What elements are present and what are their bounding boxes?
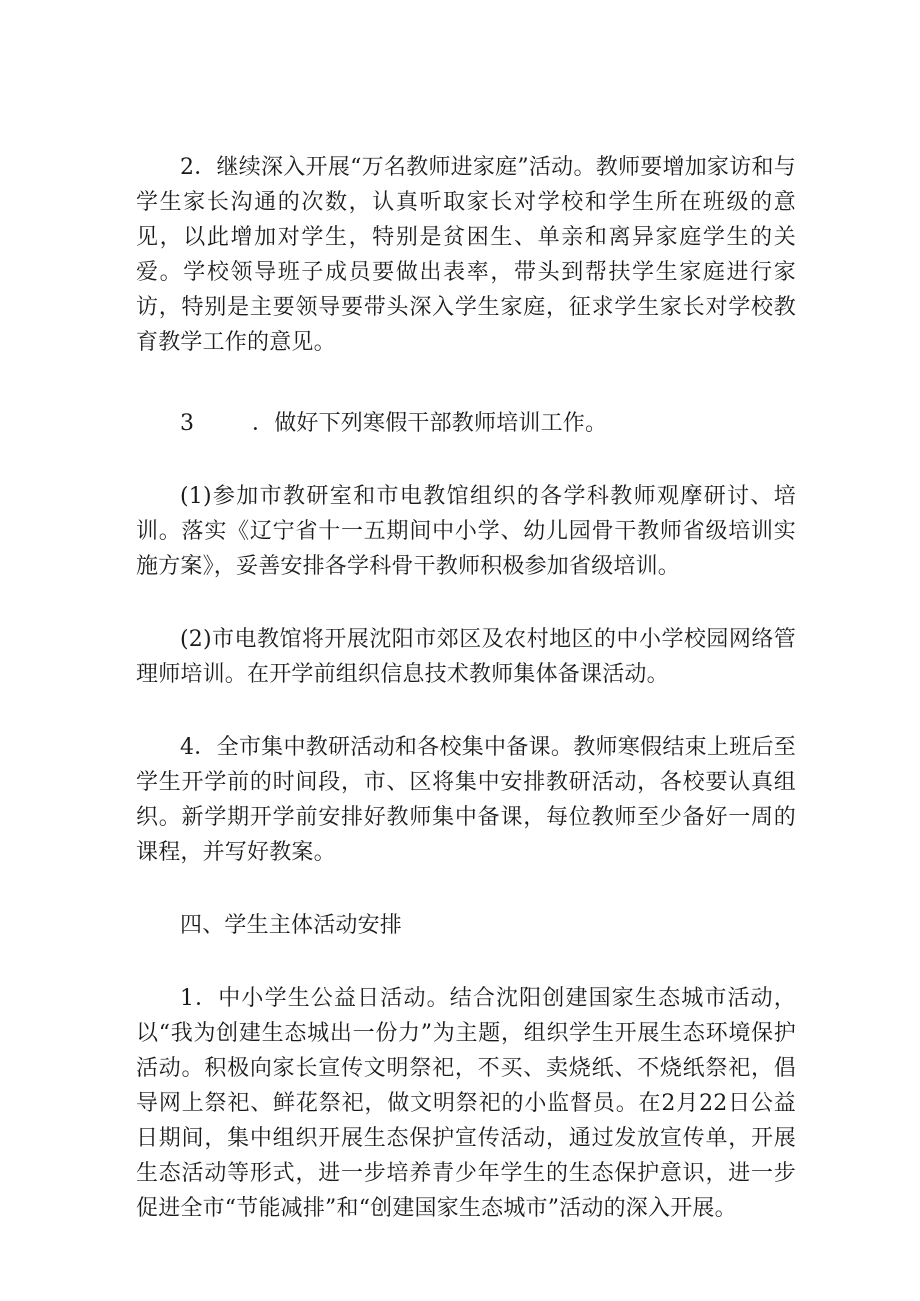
section-heading-4: 四、学生主体活动安排	[180, 913, 403, 938]
paragraph-item-3-2: (2)市电教馆将开展沈阳市郊区及农村地区的中小学校园网络管理师培训。在开学前组织信息技术教师集体备课活动。	[136, 627, 796, 687]
paragraph-item-2: 2．继续深入开展“万名教师进家庭”活动。教师要增加家访和与学生家长沟通的次数，认真听取家长对学校和学生所在班级的意见，以此增加对学生，特别是贫困生、单亲和离异家庭学生的关爱。学校领导班子成员要做出表率，带头到帮扶学生家庭进行家访，特别是主要领导要带头深入学生家庭，征求学生家长对学校教育教学工作的意见。	[136, 155, 796, 355]
paragraph-item-3-1: (1)参加市教研室和市电教馆组织的各学科教师观摩研讨、培训。落实《辽宁省十一五期间中小学、幼儿园骨干教师省级培训实施方案》，妥善安排各学科骨干教师积极参加省级培训。	[136, 484, 796, 579]
paragraph-number: 3	[180, 411, 195, 436]
paragraph-item-4-1: 1．中小学生公益日活动。结合沈阳创建国家生态城市活动，以“我为创建生态城出一份力”为主题，组织学生开展生态环境保护活动。积极向家长宣传文明祭祀，不买、卖烧纸、不烧纸祭祀，倡导网上祭祀、鲜花祭祀，做文明祭祀的小监督员。在2月22日公益日期间，集中组织开展生态保护宣传活动，通过发放宣传单，开展生态活动等形式，进一步培养青少年学生的生态保护意识，进一步促进全市“节能减排”和“创建国家生态城市”活动的深入开展。	[136, 986, 796, 1221]
paragraph-item-3	[136, 406, 796, 441]
paragraph-text: ．做好下列寒假干部教师培训工作。	[252, 411, 608, 436]
paragraph-item-4: 4．全市集中教研活动和各校集中备课。教师寒假结束上班后至学生开学前的时间段，市、区将集中安排教研活动，各校要认真组织。新学期开学前安排好教师集中备课，每位教师至少备好一周的课程，并写好教案。	[136, 735, 796, 865]
document-body	[136, 150, 796, 1226]
